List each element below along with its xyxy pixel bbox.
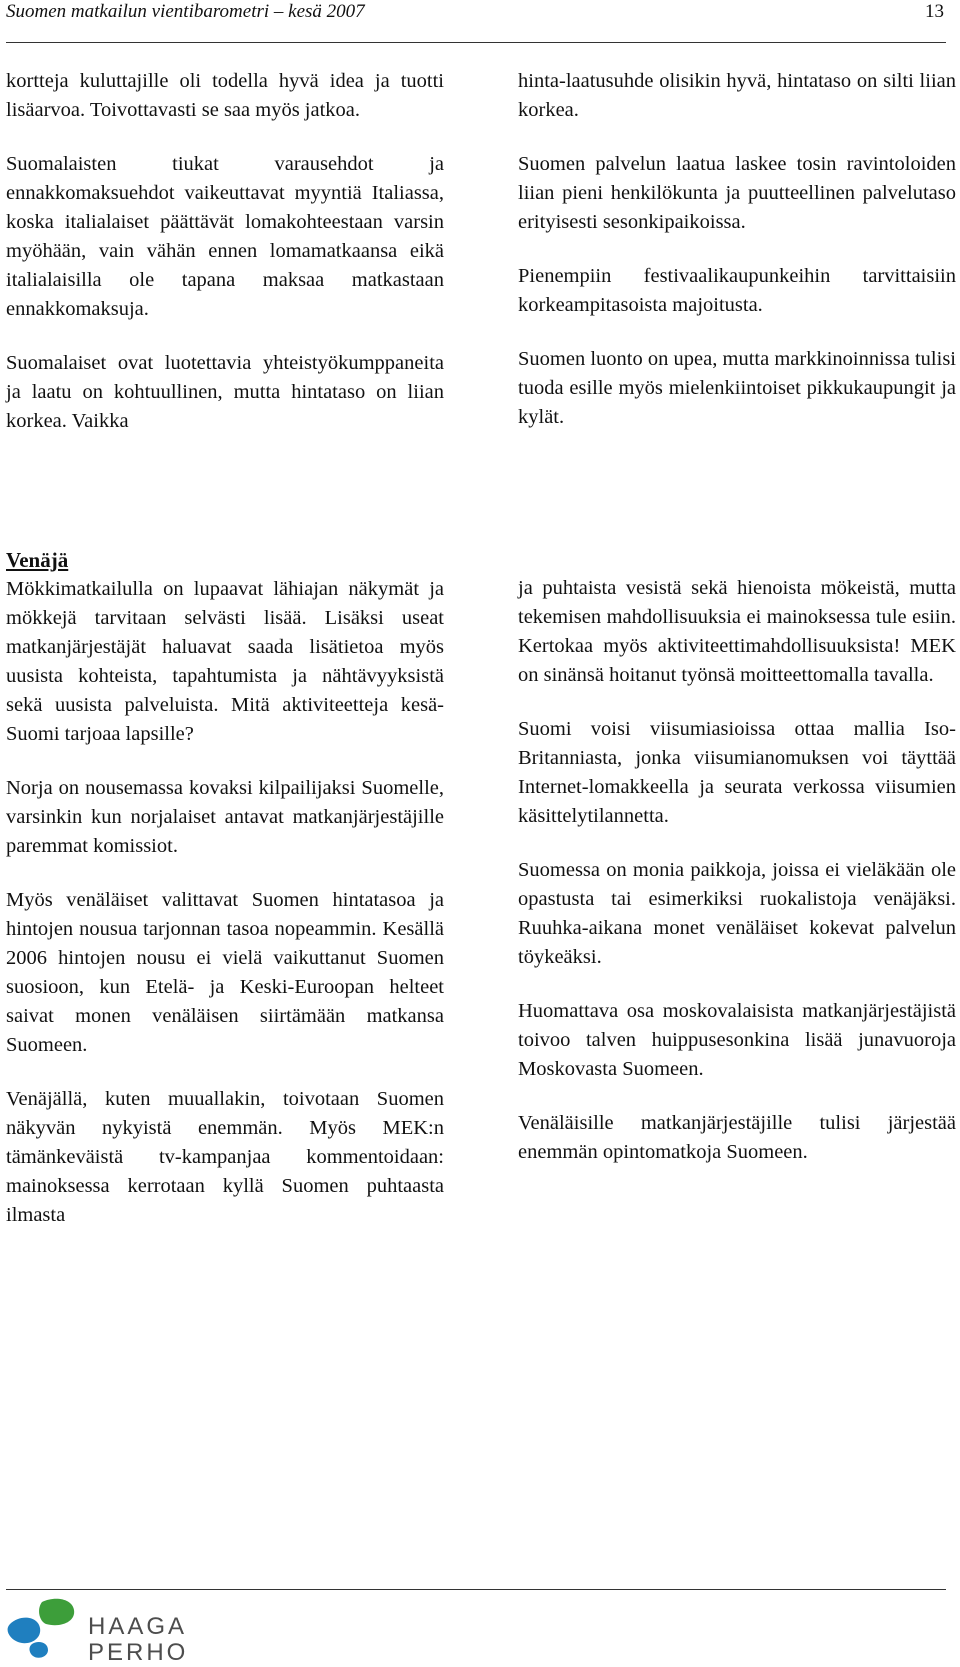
document-title: Suomen matkailun vientibarometri – kesä 2007 xyxy=(6,1,365,22)
paragraph: Suomalaisten tiukat varausehdot ja ennakkomaksuehdot vaikeuttavat myyntiä Italiassa, koska italialaiset päättävät lomakohteestaan varsin myöhään, vain vähän ennen lomamatkaansa eikä italialaisilla ole tapana maksaa matkastaan ennakkomaksuja. xyxy=(6,153,444,320)
paragraph: Venäläisille matkanjärjestäjille tulisi järjestää enemmän opintomatkoja Suomeen. xyxy=(518,1112,956,1163)
logo-leaf-blue-small xyxy=(29,1642,48,1658)
paragraph: Huomattava osa moskovalaisista matkanjärjestäjistä toivoo talven huippusesonkina lisää junavuoroja Moskovasta Suomeen. xyxy=(518,1000,956,1080)
logo-leaf-green xyxy=(39,1599,74,1626)
logo-wordmark xyxy=(88,1614,238,1666)
paragraph: Mökkimatkailulla on lupaavat lähiajan näkymät ja mökkejä tarvitaan selvästi lisää. Lisäksi useat matkanjärjestäjät haluavat saada lisätietoa myös uusista kohteista, tapahtumista ja nähtävyyksistä sekä uusista palveluista. Mitä aktiviteetteja kesä-Suomi tarjoaa lapsille? xyxy=(6,578,444,745)
paragraph: Suomen luonto on upea, mutta markkinoinnissa tulisi tuoda esille myös mielenkiintoiset pikkukaupungit ja kylät. xyxy=(518,348,956,428)
paragraph: Norja on nousemassa kovaksi kilpailijaksi Suomelle, varsinkin kun norjalaiset antavat matkanjärjestäjille paremmat komissiot. xyxy=(6,777,444,857)
left-column-top xyxy=(6,67,444,461)
paragraph: hinta-laatusuhde olisikin hyvä, hintataso on silti liian korkea. xyxy=(518,70,956,121)
logo-text-line: PERHO xyxy=(88,1639,189,1666)
section-heading-russia: Venäjä xyxy=(6,548,69,572)
paragraph: Suomalaiset ovat luotettavia yhteistyökumppaneita ja laatu on kohtuullinen, mutta hintataso on liian korkea. Vaikka xyxy=(6,352,444,432)
paragraph: kortteja kuluttajille oli todella hyvä idea ja tuotti lisäarvoa. Toivottavasti se saa myös jatkoa. xyxy=(6,70,444,121)
paragraph: ja puhtaista vesistä sekä hienoista mökeistä, mutta tekemisen mahdollisuuksia ei mainoksessa tule esiin. Kertokaa myös aktiviteettimahdollisuuksista! MEK on sinänsä hoitanut työnsä moitteettomalla tavalla. xyxy=(518,577,956,686)
right-column-top xyxy=(518,67,956,457)
footer-divider xyxy=(6,1589,946,1590)
paragraph: Pienempiin festivaalikaupunkeihin tarvittaisiin korkeampitasoista majoitusta. xyxy=(518,265,956,316)
page-header xyxy=(6,0,944,30)
paragraph: Myös venäläiset valittavat Suomen hintatasoa ja hintojen nousua tarjonnan tasoa nopeammin. Kesällä 2006 hintojen nousu ei vielä vaikuttanut Suomen suosioon, kun Etelä- ja Keski-Euroopan helteet saivat monen venäläisen siirtämään matkansa Suomeen. xyxy=(6,889,444,1056)
paragraph: Suomen palvelun laatua laskee tosin ravintoloiden liian pieni henkilökunta ja puutteellinen palvelutaso erityisesti sesonkipaikoissa. xyxy=(518,153,956,233)
page-number: 13 xyxy=(925,1,944,22)
paragraph: Venäjällä, kuten muuallakin, toivotaan Suomen näkyvän nykyistä enemmän. Myös MEK:n tämänkeväistä tv-kampanjaa kommentoidaan: mainoksessa kerrotaan kyllä Suomen puhtaasta ilmasta xyxy=(6,1088,444,1226)
haaga-perho-logo xyxy=(6,1594,236,1664)
paragraph: Suomi voisi viisumiasioissa ottaa mallia Iso-Britanniasta, jonka viisumianomuksen voi täyttää Internet-lomakkeella ja seurata verkossa viisumien käsittelytilannetta. xyxy=(518,718,956,827)
logo-leaf-icon xyxy=(6,1594,78,1660)
left-column-bottom xyxy=(6,546,444,1255)
logo-leaf-blue xyxy=(8,1618,41,1644)
logo-text-line: HAAGA xyxy=(88,1613,188,1640)
header-divider xyxy=(6,42,946,43)
paragraph: Suomessa on monia paikkoja, joissa ei vieläkään ole opastusta tai esimerkiksi ruokalistoja venäjäksi. Ruuhka-aikana monet venäläiset kokevat palvelun töykeäksi. xyxy=(518,859,956,968)
right-column-bottom xyxy=(518,574,956,1192)
